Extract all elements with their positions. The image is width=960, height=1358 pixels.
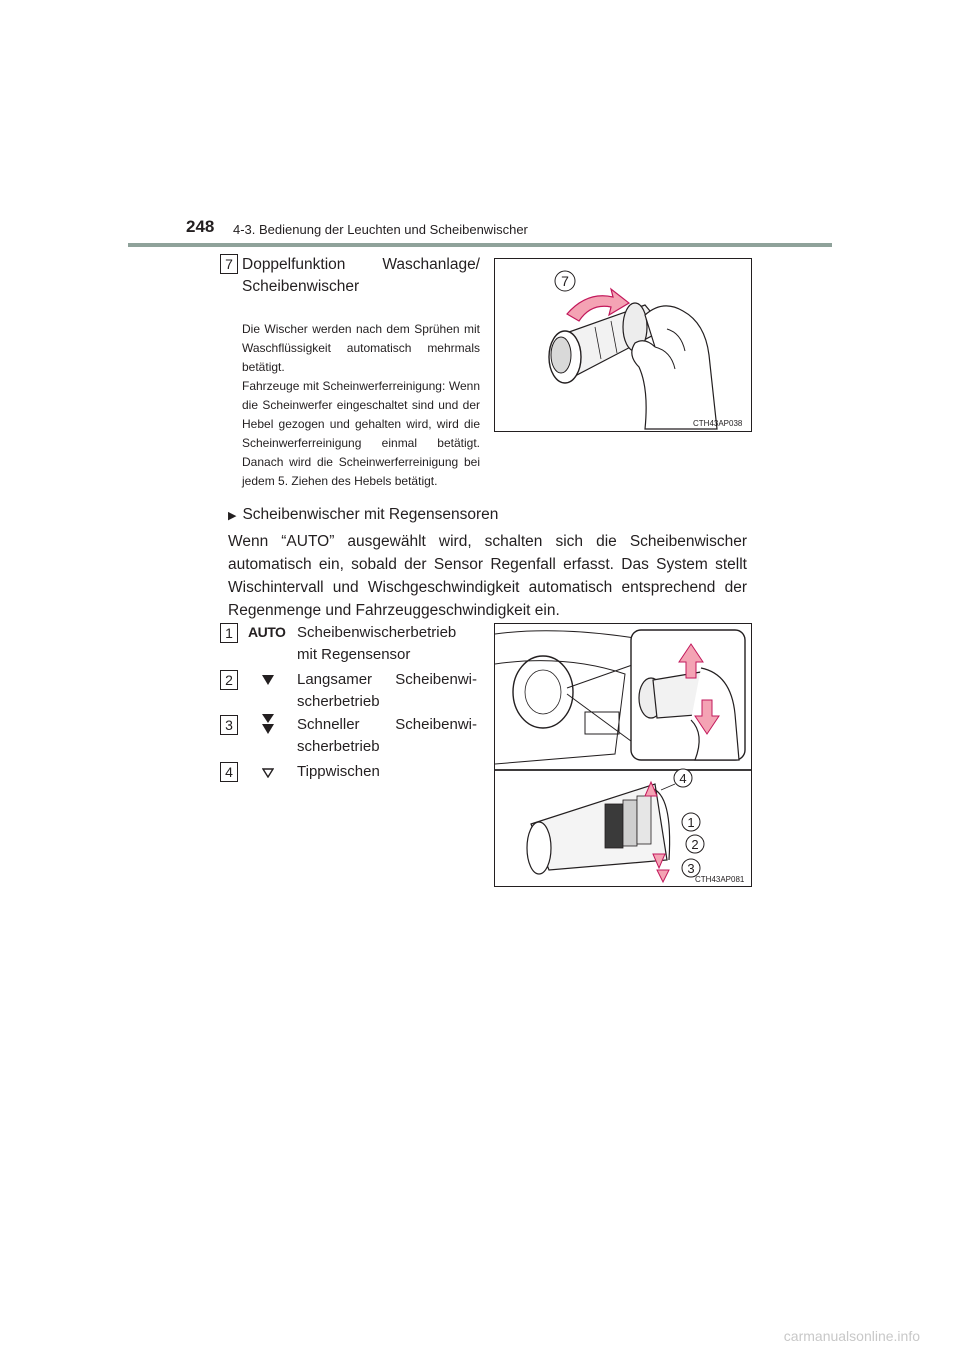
callout-number: 2 — [691, 837, 699, 852]
item-label — [297, 714, 477, 758]
callout-number: 3 — [687, 861, 695, 876]
rain-sensor-illustration — [495, 624, 751, 886]
pointer-line — [567, 694, 635, 744]
item-label-line: Scheibenwischerbetrieb — [297, 624, 457, 641]
page-number: 248 — [186, 217, 215, 236]
item-label-word: Langsamer — [297, 671, 373, 688]
subheading — [228, 504, 498, 527]
item-label-word: Schneller — [297, 716, 360, 733]
footer-watermark[interactable]: carmanualsonline.info — [783, 1328, 920, 1344]
figure-rain-sensor-lever — [494, 623, 752, 887]
steering-wheel — [513, 656, 573, 728]
item-label-word: Scheibenwi- — [395, 716, 477, 733]
item-number-badge: 7 — [220, 254, 238, 274]
triangle-bullet-icon: ▶ — [228, 510, 237, 522]
steering-wheel-inner — [525, 670, 561, 714]
item-label — [297, 669, 477, 713]
heading-word: Doppelfunktion — [242, 256, 346, 273]
item-label-line: scherbetrieb — [297, 738, 380, 755]
header-rule — [128, 243, 832, 247]
mist-triangle-icon — [262, 768, 274, 778]
lever-band — [623, 800, 637, 846]
heading-line: Scheibenwischer — [242, 278, 360, 295]
callout-leader — [661, 784, 675, 790]
description-paragraph: Die Wischer werden nach dem Sprühen mit Waschflüssigkeit automatisch mehrmals betätigt. — [242, 322, 480, 374]
single-down-triangle-icon — [261, 674, 275, 686]
item-label-line: scherbetrieb — [297, 693, 380, 710]
auto-symbol: AUTO — [248, 624, 286, 640]
heading-word: Waschanlage/ — [382, 256, 480, 273]
down-small-arrow-icon — [657, 870, 669, 882]
callout-number: 7 — [561, 273, 569, 289]
lever-band — [637, 796, 651, 844]
chapter-title: 4-3. Bedienung der Leuchten und Scheibenwischer — [233, 222, 528, 237]
callout-number: 4 — [679, 771, 687, 786]
washer-lever-illustration — [495, 259, 751, 431]
lever-end-inner — [551, 337, 571, 373]
figure-code: CTH43AP081 — [695, 875, 745, 884]
item-label — [297, 622, 477, 666]
section-heading — [242, 254, 480, 298]
item-number-badge: 1 — [220, 623, 238, 643]
item-number-badge: 3 — [220, 715, 238, 735]
subheading-text: Scheibenwischer mit Regensensoren — [242, 506, 499, 523]
item-number-badge: 2 — [220, 670, 238, 690]
figure-washer-lever — [494, 258, 752, 432]
item-number-badge: 4 — [220, 762, 238, 782]
lever-auto-band — [605, 804, 623, 848]
item-label-line: mit Regensensor — [297, 646, 411, 663]
rain-sensor-body: Wenn “AUTO” ausgewählt wird, schalten sich die Scheibenwischer automatisch ein, sobald der Sensor Regenfall erfasst. Das System stellt Wischintervall und Wischgeschwindigkeit automatisch entsprechend der Regenmenge und Fahrzeuggeschwindigkeit ein. — [228, 533, 747, 619]
figure-code: CTH43AP038 — [693, 419, 743, 428]
callout-number: 1 — [687, 815, 695, 830]
dashboard-line — [495, 631, 635, 638]
description-paragraph: Fahrzeuge mit Scheinwerferreinigung: Wenn die Scheinwerfer eingeschaltet sind und der Hebel gezogen und gehalten wird, wird die Scheinwerferreinigung einmal betätigt. Danach wird die Scheinwerferreinigung bei jedem 5. Ziehen des Hebels betätigt. — [242, 379, 480, 488]
double-down-triangle-icon — [261, 713, 275, 735]
item-label: Tippwischen — [297, 763, 380, 780]
item-label-word: Scheibenwi- — [395, 671, 477, 688]
center-display — [585, 712, 619, 734]
lever-detail-cap — [527, 822, 551, 874]
